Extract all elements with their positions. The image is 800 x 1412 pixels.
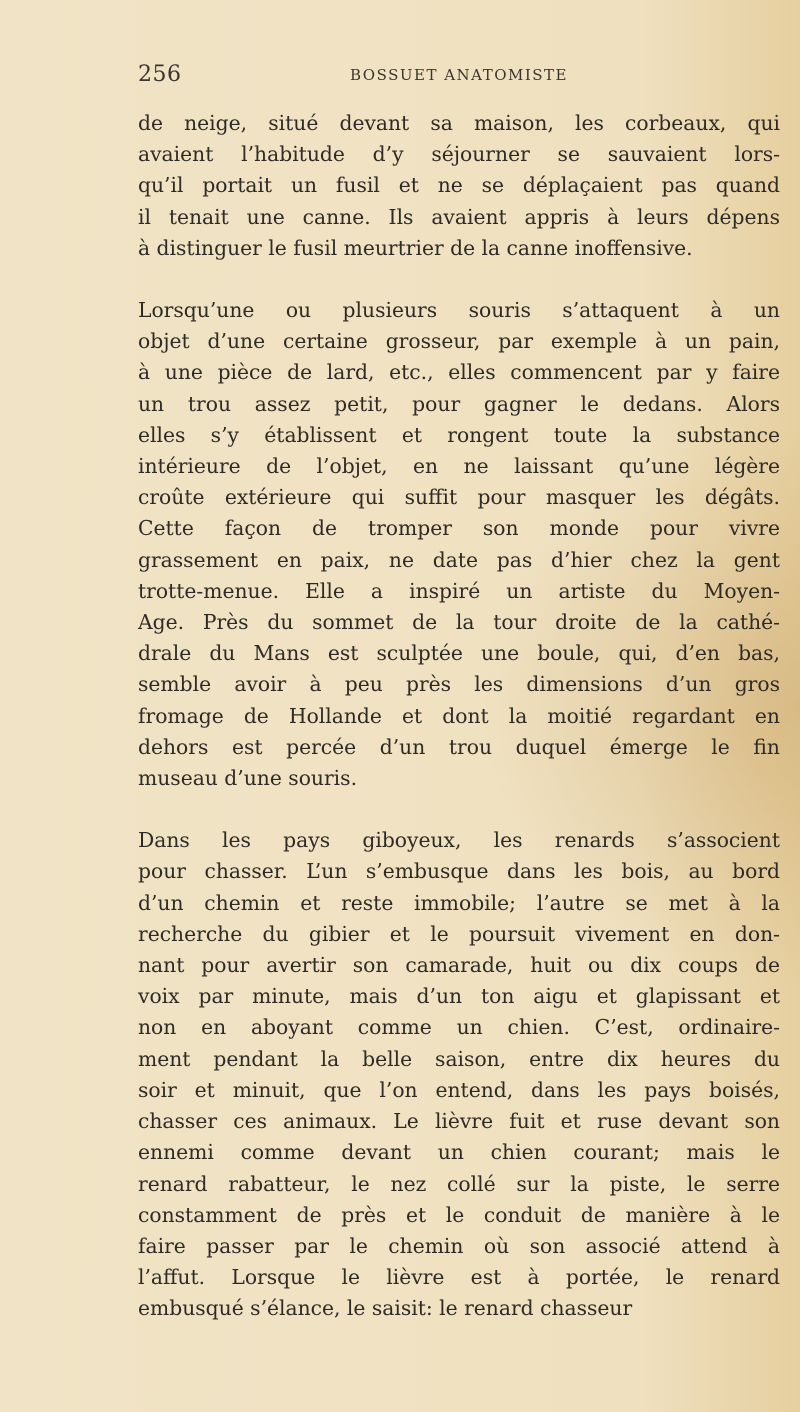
text-line: un trou assez petit, pour gagner le dedans. Alors xyxy=(138,391,780,416)
text-line: voix par minute, mais d’un ton aigu et glapissant et xyxy=(138,984,780,1009)
text-line: croûte extérieure qui suffit pour masquer les dégâts. xyxy=(138,485,780,510)
text-line: elles s’y établissent et rongent toute la substance xyxy=(138,422,780,447)
text-line: nant pour avertir son camarade, huit ou dix coups de xyxy=(138,953,780,978)
text-line: il tenait une canne. Ils avaient appris à leurs dépens xyxy=(138,204,780,229)
text-line: chasser ces animaux. Le lièvre fuit et ruse devant son xyxy=(138,1109,780,1134)
text-line: l’affut. Lorsque le lièvre est à portée, le renard xyxy=(138,1265,780,1290)
running-head xyxy=(138,62,780,92)
text-line: ennemi comme devant un chien courant; mais le xyxy=(138,1140,780,1165)
text-line: Dans les pays giboyeux, les renards s’associent xyxy=(138,828,780,853)
text-line: Age. Près du sommet de la tour droite de la cathé- xyxy=(138,610,780,635)
text-line: Cette façon de tromper son monde pour vivre xyxy=(138,516,780,541)
text-line: à une pièce de lard, etc., elles commencent par y faire xyxy=(138,360,780,385)
text-line: pour chasser. L’un s’embusque dans les bois, au bord xyxy=(138,859,780,884)
text-line: non en aboyant comme un chien. C’est, ordinaire- xyxy=(138,1015,780,1040)
text-line: avaient l’habitude d’y séjourner se sauvaient lors- xyxy=(138,142,780,167)
body-text xyxy=(138,108,780,1325)
text-line: objet d’une certaine grosseur, par exemple à un pain, xyxy=(138,329,780,354)
text-line: d’un chemin et reste immobile; l’autre se met à la xyxy=(138,890,780,915)
page-number: 256 xyxy=(138,62,182,87)
text-line: à distinguer le fusil meurtrier de la canne inoffensive. xyxy=(138,235,693,260)
paragraph xyxy=(138,108,780,264)
text-line: constamment de près et le conduit de manière à le xyxy=(138,1202,780,1227)
text-line: Lorsqu’une ou plusieurs souris s’attaquent à un xyxy=(138,298,780,323)
text-line: trotte-menue. Elle a inspiré un artiste du Moyen- xyxy=(138,578,780,603)
text-line: faire passer par le chemin où son associé attend à xyxy=(138,1233,780,1258)
text-line: soir et minuit, que l’on entend, dans les pays boisés, xyxy=(138,1077,780,1102)
text-line: renard rabatteur, le nez collé sur la piste, le serre xyxy=(138,1171,780,1196)
text-line: de neige, situé devant sa maison, les corbeaux, qui xyxy=(138,111,780,135)
paragraph xyxy=(138,825,780,1324)
paragraph xyxy=(138,295,780,794)
text-line: semble avoir à peu près les dimensions d’un gros xyxy=(138,672,780,697)
text-line: dehors est percée d’un trou duquel émerge le fin xyxy=(138,734,780,759)
text-line: ment pendant la belle saison, entre dix heures du xyxy=(138,1046,780,1071)
text-line: museau d’une souris. xyxy=(138,766,358,791)
text-line: drale du Mans est sculptée une boule, qui, d’en bas, xyxy=(138,641,780,666)
text-line: qu’il portait un fusil et ne se déplaçaient pas quand xyxy=(138,173,780,198)
text-line: intérieure de l’objet, en ne laissant qu’une légère xyxy=(138,454,780,479)
running-title: BOSSUET ANATOMISTE xyxy=(349,66,569,84)
text-line: recherche du gibier et le poursuit vivement en don- xyxy=(138,921,780,946)
text-line: grassement en paix, ne date pas d’hier chez la gent xyxy=(138,547,780,572)
text-line: fromage de Hollande et dont la moitié regardant en xyxy=(138,703,780,728)
text-line: embusqué s’élance, le saisit: le renard chasseur xyxy=(138,1296,633,1321)
